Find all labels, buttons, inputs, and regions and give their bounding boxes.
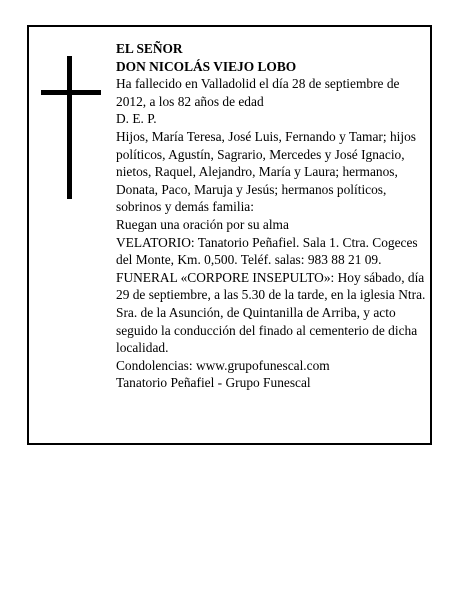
condolences-link[interactable]: Condolencias: www.grupofunescal.com: [116, 357, 330, 373]
cross-horizontal-bar: [41, 90, 101, 95]
cross-icon: [41, 56, 101, 199]
deceased-name: DON NICOLÁS VIEJO LOBO: [116, 58, 297, 74]
funeral-home-signature: Tanatorio Peñafiel - Grupo Funescal: [116, 375, 311, 391]
death-statement: Ha fallecido en Valladolid el día 28 de septiembre de 2012, a los 82 años de edad: [116, 76, 400, 109]
cross-vertical-bar: [67, 56, 72, 199]
prayer-request: Ruegan una oración por su alma: [116, 216, 289, 232]
obituary-notice: [27, 25, 432, 445]
funeral-details: FUNERAL «CORPORE INSEPULTO»: Hoy sábado, día 29 de septiembre, a las 5.30 de la tarde, en la iglesia Ntra. Sra. de la Asunción, de Quintanilla de Arriba, y acto seguido la conducción del finado al cementerio de dicha localidad.: [116, 269, 426, 356]
notice-title: EL SEÑOR: [116, 41, 183, 56]
rest-in-peace: D. E. P.: [116, 111, 157, 127]
family-members: Hijos, María Teresa, José Luis, Fernando y Tamar; hijos políticos, Agustín, Sagrario, Mercedes y José Ignacio, nietos, Raquel, Alejandro, María y Laura; hermanos, Donata, Paco, Maruja y Jesús; hermanos políticos, sobrinos y demás familia:: [116, 128, 416, 215]
wake-details: VELATORIO: Tanatorio Peñafiel. Sala 1. Ctra. Cogeces del Monte, Km. 0,500. Teléf. salas: 983 88 21 09.: [116, 234, 418, 268]
notice-body: [116, 40, 428, 392]
